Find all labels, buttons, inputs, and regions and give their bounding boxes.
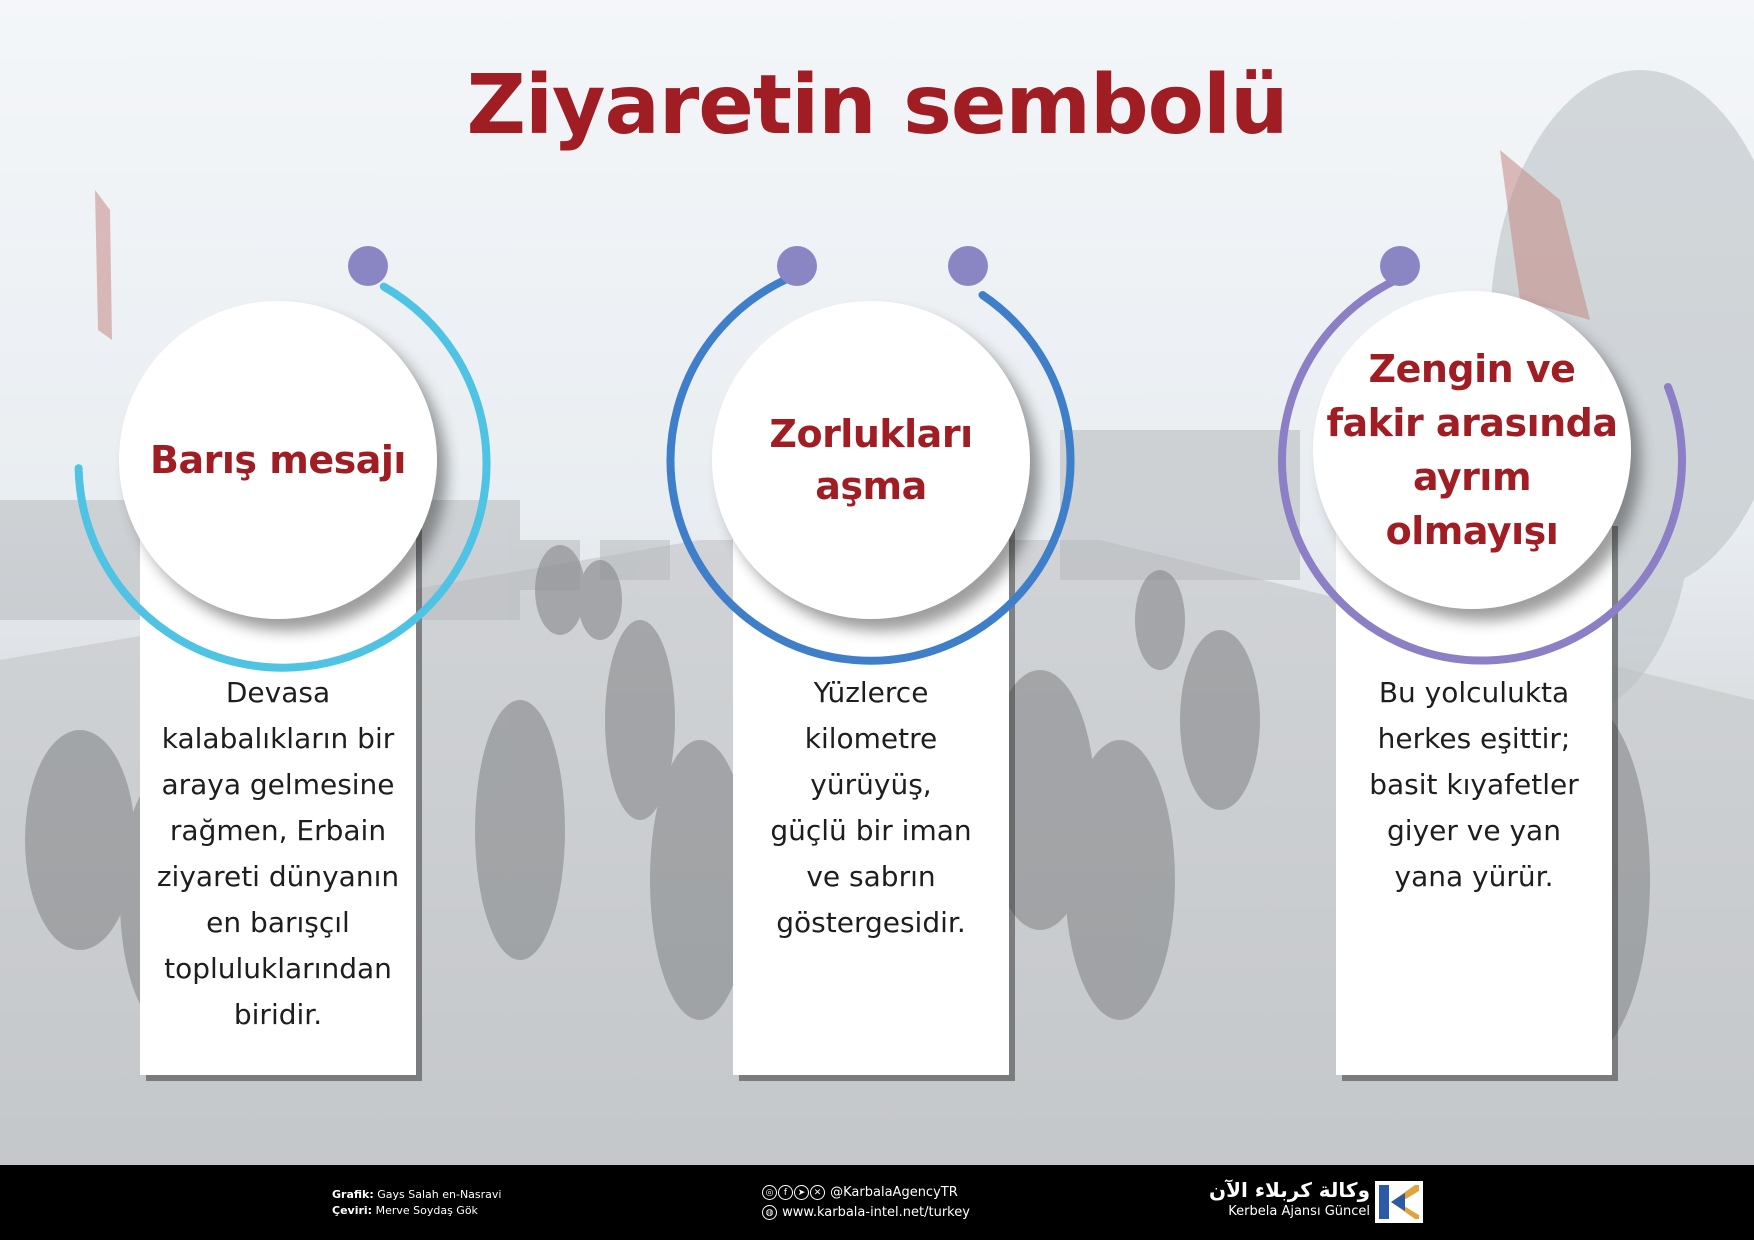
x-icon[interactable]: ✕: [810, 1185, 825, 1200]
dot-1: [348, 246, 388, 286]
facebook-icon[interactable]: f: [778, 1185, 793, 1200]
website-link[interactable]: www.karbala-intel.net/turkey: [782, 1205, 970, 1220]
card-body-equality: Bu yolculukta herkes eşittir; basit kıyafetler giyer ve yan yana yürür.: [1369, 676, 1579, 893]
heading-peace-message: Barış mesajı: [150, 438, 406, 482]
social-links: [762, 1183, 970, 1223]
footer-bar: [0, 1165, 1754, 1240]
dot-2b: [948, 246, 988, 286]
card-body-hardships: Yüzlerce kilometre yürüyüş, güçlü bir iman ve sabrın göstergesidir.: [770, 676, 972, 939]
social-row: [762, 1183, 970, 1203]
credit-translation: Çeviri: Merve Soydaş Gök: [332, 1204, 478, 1217]
brand-arabic: وكالة كربلاء الآن: [1209, 1178, 1370, 1202]
dot-2a: [777, 246, 817, 286]
brand-turkish: Kerbela Ajansı Güncel: [1228, 1204, 1370, 1219]
credit-graphic: Grafik: Gays Salah en-Nasravi: [332, 1188, 502, 1201]
circle-peace-message: [119, 301, 437, 619]
page-title: Ziyaretin sembolü: [466, 58, 1288, 153]
website-row: [762, 1203, 970, 1223]
card-body-peace: Devasa kalabalıkların bir araya gelmesine rağmen, Erbain ziyareti dünyanın en barışçıl topluluklarından biridir.: [156, 676, 400, 1031]
heading-equality: Zengin ve fakir arasında ayrım olmayışı: [1326, 347, 1618, 553]
brand-block: [1209, 1177, 1370, 1221]
agency-logo: [1375, 1181, 1423, 1223]
telegram-icon[interactable]: ➤: [794, 1185, 809, 1200]
heading-overcoming-hardships: Zorlukları aşma: [769, 412, 973, 508]
dot-3: [1380, 246, 1420, 286]
social-handle[interactable]: @KarbalaAgencyTR: [830, 1185, 958, 1200]
circle-equality: [1313, 291, 1631, 609]
globe-icon: ◍: [762, 1205, 777, 1220]
instagram-icon[interactable]: ◎: [762, 1185, 777, 1200]
circle-overcoming-hardships: [712, 301, 1030, 619]
credits: [332, 1187, 501, 1219]
